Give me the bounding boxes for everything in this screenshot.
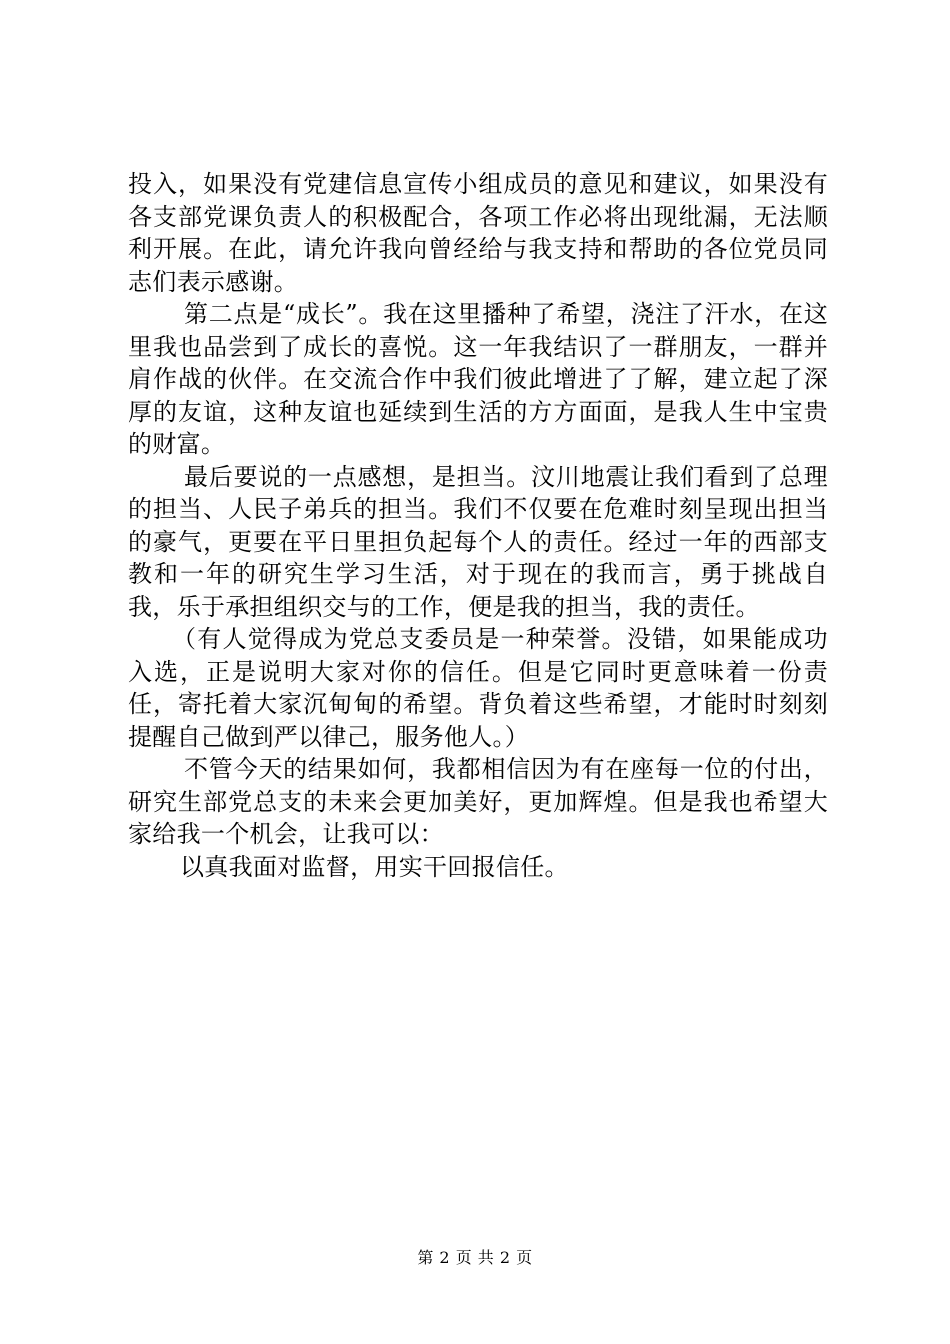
paragraph-2: 第二点是“成长”。我在这里播种了希望，浇注了汗水，在这里我也品尝到了成长的喜悦。这一年我结识了一群朋友，一群并肩作战的伙伴。在交流合作中我们彼此增进了了解，建立起了深厚的友谊，这种友谊也延续到生活的方方面面，是我人生中宝贵的财富。 bbox=[128, 300, 828, 458]
paragraph-1: 投入，如果没有党建信息宣传小组成员的意见和建议，如果没有各支部党课负责人的积极配合，各项工作必将出现纰漏，无法顺利开展。在此，请允许我向曾经给与我支持和帮助的各位党员同志们表示感谢。 bbox=[128, 170, 828, 296]
document-body bbox=[128, 168, 828, 883]
page-number-label: 第 2 页 共 2 页 bbox=[417, 1248, 533, 1267]
paragraph-6: 以真我面对监督，用实干回报信任。 bbox=[180, 852, 569, 881]
paragraph-5: 不管今天的结果如何，我都相信因为有在座每一位的付出，研究生部党总支的未来会更加美好，更加辉煌。但是我也希望大家给我一个机会，让我可以： bbox=[128, 755, 828, 848]
paragraph-4: （有人觉得成为党总支委员是一种荣誉。没错，如果能成功入选，正是说明大家对你的信任。但是它同时更意味着一份责任，寄托着大家沉甸甸的希望。背负着这些希望，才能时时刻刻提醒自己做到严以律己，服务他人。） bbox=[128, 625, 828, 751]
page-footer bbox=[0, 1245, 950, 1268]
paragraph-3: 最后要说的一点感想，是担当。汶川地震让我们看到了总理的担当、人民子弟兵的担当。我们不仅要在危难时刻呈现出担当的豪气，更要在平日里担负起每个人的责任。经过一年的西部支教和一年的研究生学习生活，对于现在的我而言，勇于挑战自我，乐于承担组织交与的工作，便是我的担当，我的责任。 bbox=[128, 462, 828, 621]
